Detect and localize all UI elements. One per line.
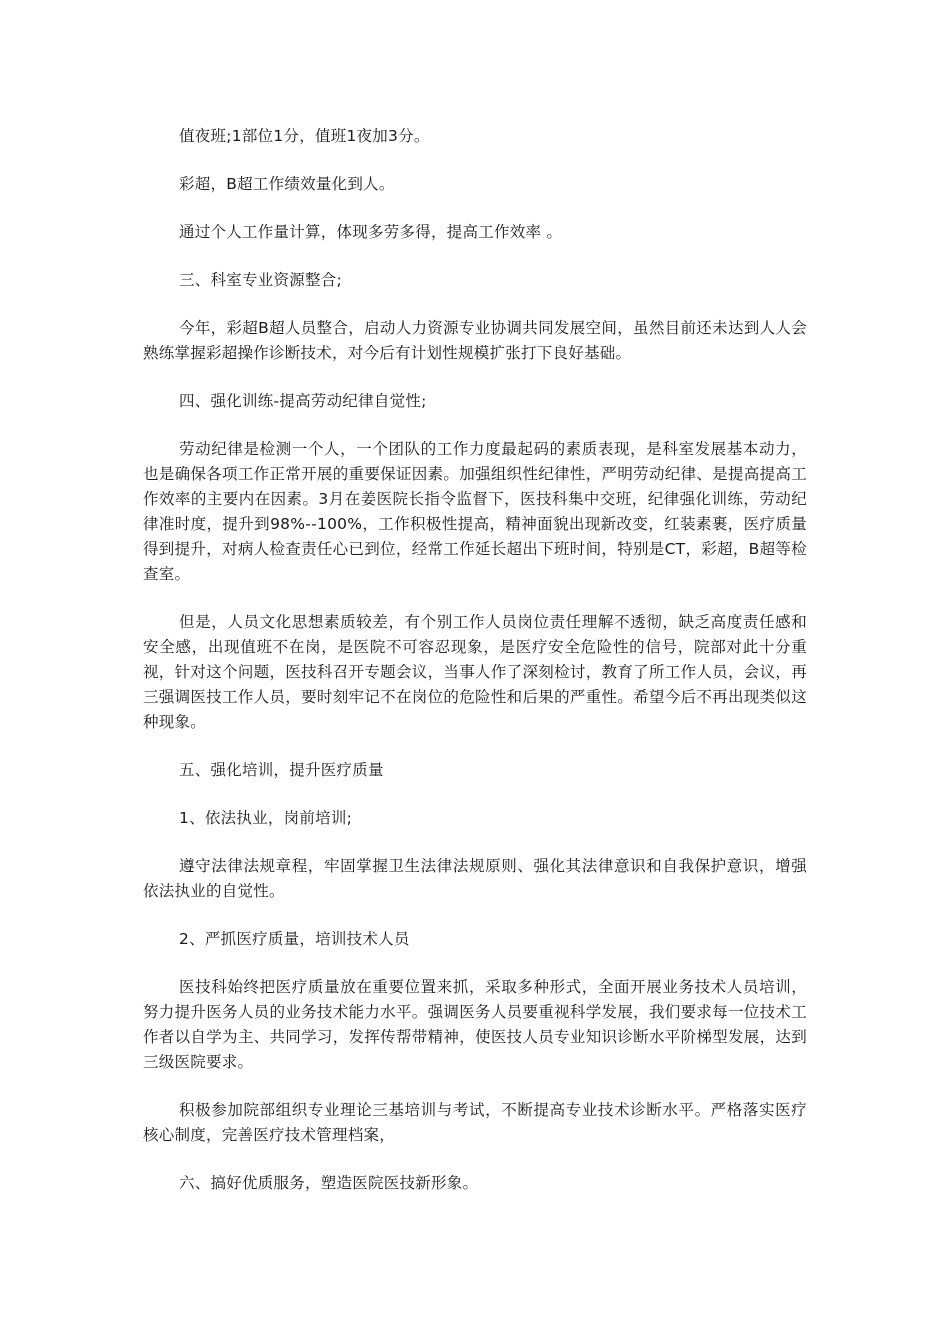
paragraph-ultrasound-quantified: 彩超，B超工作绩效量化到人。 — [179, 175, 395, 193]
paragraph-labor-discipline: 劳动纪律是检测一个人，一个团队的工作力度最起码的素质表现，是科室发展基本动力，也是确保各项工作正常开展的重要保证因素。加强组织性纪律性，严明劳动纪律、是提高提高工作效率的主要内在因素。3月在姜医院长指令监督下，医技科集中交班，纪律强化训练，劳动纪律准时度，提升到98%--100%，工作积极性提高，精神面貌出现新改变，红装素裹，医疗质量得到提升，对病人检查责任心已到位，经常工作延长超出下班时间，特别是CT，彩超，B超等检查室。 — [143, 440, 807, 583]
section-heading-5: 五、强化培训，提升医疗质量 — [179, 761, 384, 779]
section-heading-3: 三、科室专业资源整合; — [179, 271, 342, 289]
section-heading-4: 四、强化训练-提高劳动纪律自觉性; — [179, 392, 427, 410]
paragraph-legal-compliance: 遵守法律法规章程，牢固掌握卫生法律法规原则、强化其法律意识和自我保护意识，增强依法执业的自觉性。 — [143, 857, 807, 900]
paragraph-workload-calculation: 通过个人工作量计算，体现多劳多得，提高工作效率 。 — [179, 223, 563, 241]
paragraph-quality-training: 医技科始终把医疗质量放在重要位置来抓，采取多种形式，全面开展业务技术人员培训，努力提升医务人员的业务技术能力水平。强调医务人员要重视科学发展，我们要求每一位技术工作者以自学为主、共同学习，发挥传帮带精神，使医技人员专业知识诊断水平阶梯型发展，达到三级医院要求。 — [143, 978, 807, 1071]
paragraph-three-basics: 积极参加院部组织专业理论三基培训与考试，不断提高专业技术诊断水平。严格落实医疗核心制度，完善医疗技术管理档案， — [143, 1101, 807, 1144]
subsection-heading-2: 2、严抓医疗质量，培训技术人员 — [179, 930, 410, 948]
document-body — [143, 124, 807, 1219]
paragraph-resource-integration: 今年，彩超B超人员整合，启动人力资源专业协调共同发展空间，虽然目前还未达到人人会熟练掌握彩超操作诊断技术，对今后有计划性规模扩张打下良好基础。 — [143, 319, 807, 362]
paragraph-night-shift: 值夜班;1部位1分，值班1夜加3分。 — [179, 127, 430, 145]
paragraph-staff-issues: 但是，人员文化思想素质较差，有个别工作人员岗位责任理解不透彻，缺乏高度责任感和安全感，出现值班不在岗，是医院不可容忍现象，是医疗安全危险性的信号，院部对此十分重视，针对这个问题，医技科召开专题会议，当事人作了深刻检讨，教育了所工作人员，会议，再三强调医技工作人员，要时刻牢记不在岗位的危险性和后果的严重性。希望今后不再出现类似这种现象。 — [143, 613, 807, 731]
section-heading-6: 六、搞好优质服务，塑造医院医技新形象。 — [179, 1174, 479, 1192]
subsection-heading-1: 1、依法执业，岗前培训; — [179, 809, 353, 827]
